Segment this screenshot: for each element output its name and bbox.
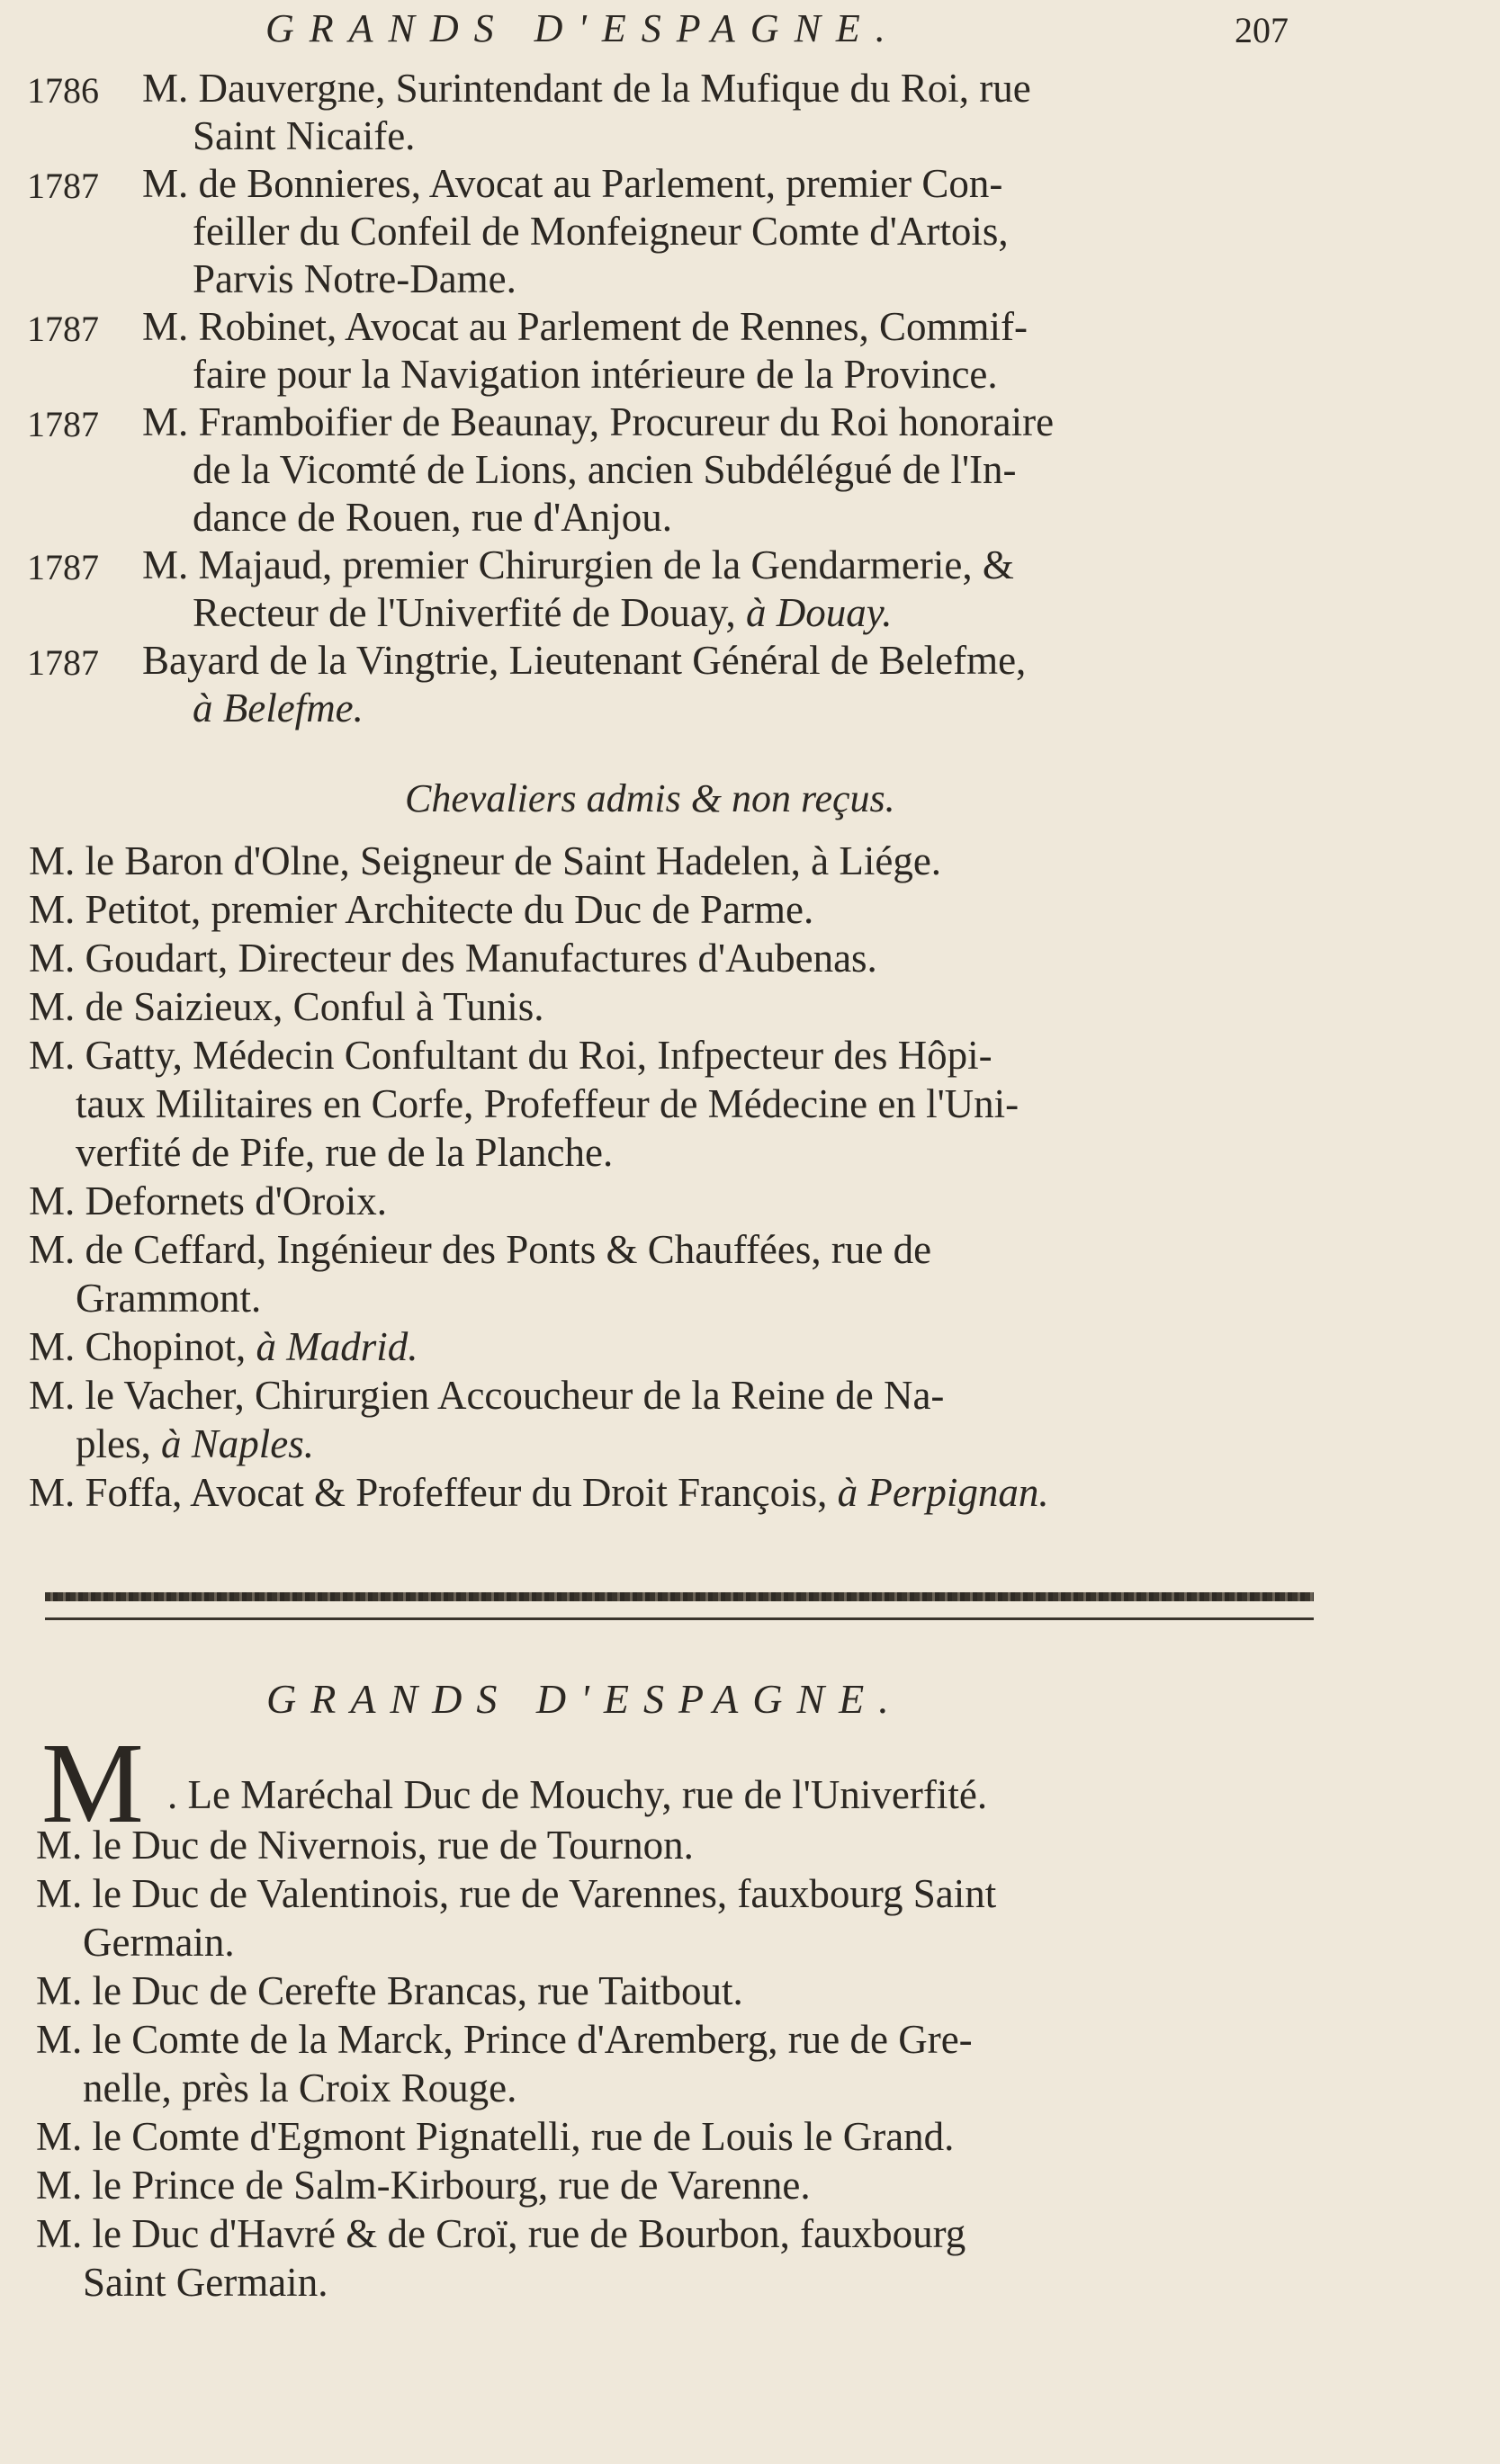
list-item-continuation: Saint Germain.: [83, 2260, 328, 2305]
entry-line: de la Vicomté de Lions, ancien Subdélégué de l'In-: [193, 447, 1017, 492]
divider: [45, 1617, 1314, 1620]
list-item: [36, 1967, 1341, 2015]
running-head-title: GRANDS D'ESPAGNE.: [265, 6, 901, 50]
list-item-place: à Naples.: [161, 1421, 315, 1466]
entry-year: 1787: [27, 642, 99, 683]
entry-line: Parvis Notre-Dame.: [193, 256, 516, 301]
section-title: GRANDS D'ESPAGNE.: [266, 1676, 903, 1722]
list-item-text: M. le Baron d'Olne, Seigneur de Saint Hadelen, à Liége.: [29, 838, 942, 883]
list-item: [29, 1468, 1334, 1517]
list-item: [29, 1225, 1334, 1322]
list-item-text: M. le Prince de Salm-Kirbourg, rue de Varenne.: [36, 2163, 811, 2208]
entry: [27, 160, 1323, 303]
entry-year: 1787: [27, 547, 99, 587]
ornamental-rule: [45, 1592, 1314, 1601]
list-item: [29, 934, 1334, 982]
entry-line: Saint Nicaife.: [193, 113, 416, 158]
entry-line: feiller du Confeil de Monfeigneur Comte d'Artois,: [193, 209, 1009, 254]
list-item: [36, 1821, 1341, 1869]
list-item: [29, 982, 1334, 1031]
page-number: 207: [1235, 10, 1289, 50]
entry-place: à Douay.: [745, 590, 893, 635]
grands-list: [36, 1821, 1341, 2307]
list-item-text: M. Goudart, Directeur des Manufactures d'Aubenas.: [29, 936, 877, 981]
entry-line: [142, 589, 1323, 637]
list-item-continuation: Grammont.: [76, 1276, 262, 1321]
list-item-text: M. le Comte de la Marck, Prince d'Aremberg, rue de Gre-: [36, 2017, 973, 2062]
list-item: [29, 837, 1334, 885]
entry-line: M. Dauvergne, Surintendant de la Mufique du Roi, rue: [142, 66, 1031, 111]
list-item-text: M. le Duc de Valentinois, rue de Varennes, fauxbourg Saint: [36, 1871, 997, 1916]
list-item-continuation: taux Militaires en Corfe, Profeffeur de Médecine en l'Uni-: [76, 1081, 1019, 1126]
list-item-text: M. le Duc de Cerefte Brancas, rue Taitbout.: [36, 1968, 743, 2013]
list-item: [36, 2015, 1341, 2112]
entry-year: 1787: [27, 166, 99, 206]
list-item-text: M. le Comte d'Egmont Pignatelli, rue de Louis le Grand.: [36, 2114, 955, 2159]
entry-line: M. Majaud, premier Chirurgien de la Gendarmerie, &: [142, 542, 1014, 587]
list-item-text: M. Gatty, Médecin Confultant du Roi, Infpecteur des Hôpi-: [29, 1033, 993, 1078]
list-item-text: M. le Duc de Nivernois, rue de Tournon.: [36, 1823, 694, 1868]
entry-line: M. Robinet, Avocat au Parlement de Rennes, Commif-: [142, 304, 1028, 349]
list-item-continuation: [29, 1420, 1334, 1468]
entry: [27, 65, 1323, 160]
list-item: [36, 1869, 1341, 1967]
list-item: [36, 2209, 1341, 2307]
chevaliers-list: [29, 837, 1334, 1517]
list-item-continuation: nelle, près la Croix Rouge.: [83, 2065, 517, 2110]
list-item-text: M. le Duc d'Havré & de Croï, rue de Bourbon, fauxbourg: [36, 2211, 966, 2256]
list-item-text: M. Chopinot,: [29, 1324, 247, 1369]
list-item-place: à Madrid.: [256, 1324, 418, 1369]
entry-line: Bayard de la Vingtrie, Lieutenant Général de Belefme,: [142, 638, 1027, 683]
entry-text: Recteur de l'Univerfité de Douay,: [193, 590, 736, 635]
list-item: [29, 1177, 1334, 1225]
entry-line: M. de Bonnieres, Avocat au Parlement, premier Con-: [142, 161, 1003, 206]
list-item: [29, 1322, 1334, 1371]
running-head: [0, 5, 1500, 59]
list-item: [36, 2161, 1341, 2209]
chevaliers-subheading: Chevaliers admis & non reçus.: [405, 776, 895, 820]
list-item-text: ples,: [76, 1421, 151, 1466]
entry-line: M. Framboifier de Beaunay, Procureur du Roi honoraire: [142, 399, 1055, 444]
list-item-continuation: Germain.: [83, 1920, 235, 1965]
list-item-text: M. de Ceffard, Ingénieur des Ponts & Chauffées, rue de: [29, 1227, 932, 1272]
entry: [27, 542, 1323, 637]
entry-year: 1787: [27, 309, 99, 349]
list-item-text: M. Foffa, Avocat & Profeffeur du Droit François,: [29, 1470, 828, 1515]
entry: [27, 399, 1323, 542]
entry-line: faire pour la Navigation intérieure de la Province.: [193, 352, 998, 397]
list-item: [36, 2112, 1341, 2161]
list-item-text: M. Petitot, premier Architecte du Duc de Parme.: [29, 887, 814, 932]
list-item: [29, 885, 1334, 934]
list-item: [29, 1031, 1334, 1177]
dated-entries: [27, 65, 1323, 732]
entry: [27, 637, 1323, 732]
drop-cap: M: [41, 1719, 144, 1847]
entry-line: dance de Rouen, rue d'Anjou.: [193, 495, 672, 540]
entry-place: à Belefme.: [193, 685, 364, 730]
list-item-place: à Perpignan.: [837, 1470, 1049, 1515]
list-item: [29, 1371, 1334, 1468]
first-entry-line: . Le Maréchal Duc de Mouchy, rue de l'Univerfité.: [167, 1772, 988, 1817]
list-item-text: M. Defornets d'Oroix.: [29, 1178, 388, 1223]
list-item-text: M. le Vacher, Chirurgien Accoucheur de la Reine de Na-: [29, 1373, 945, 1418]
list-item-continuation: verfité de Pife, rue de la Planche.: [76, 1130, 614, 1175]
entry: [27, 303, 1323, 399]
list-item-text: M. de Saizieux, Conful à Tunis.: [29, 984, 544, 1029]
entry-year: 1786: [27, 70, 99, 111]
entry-year: 1787: [27, 404, 99, 444]
